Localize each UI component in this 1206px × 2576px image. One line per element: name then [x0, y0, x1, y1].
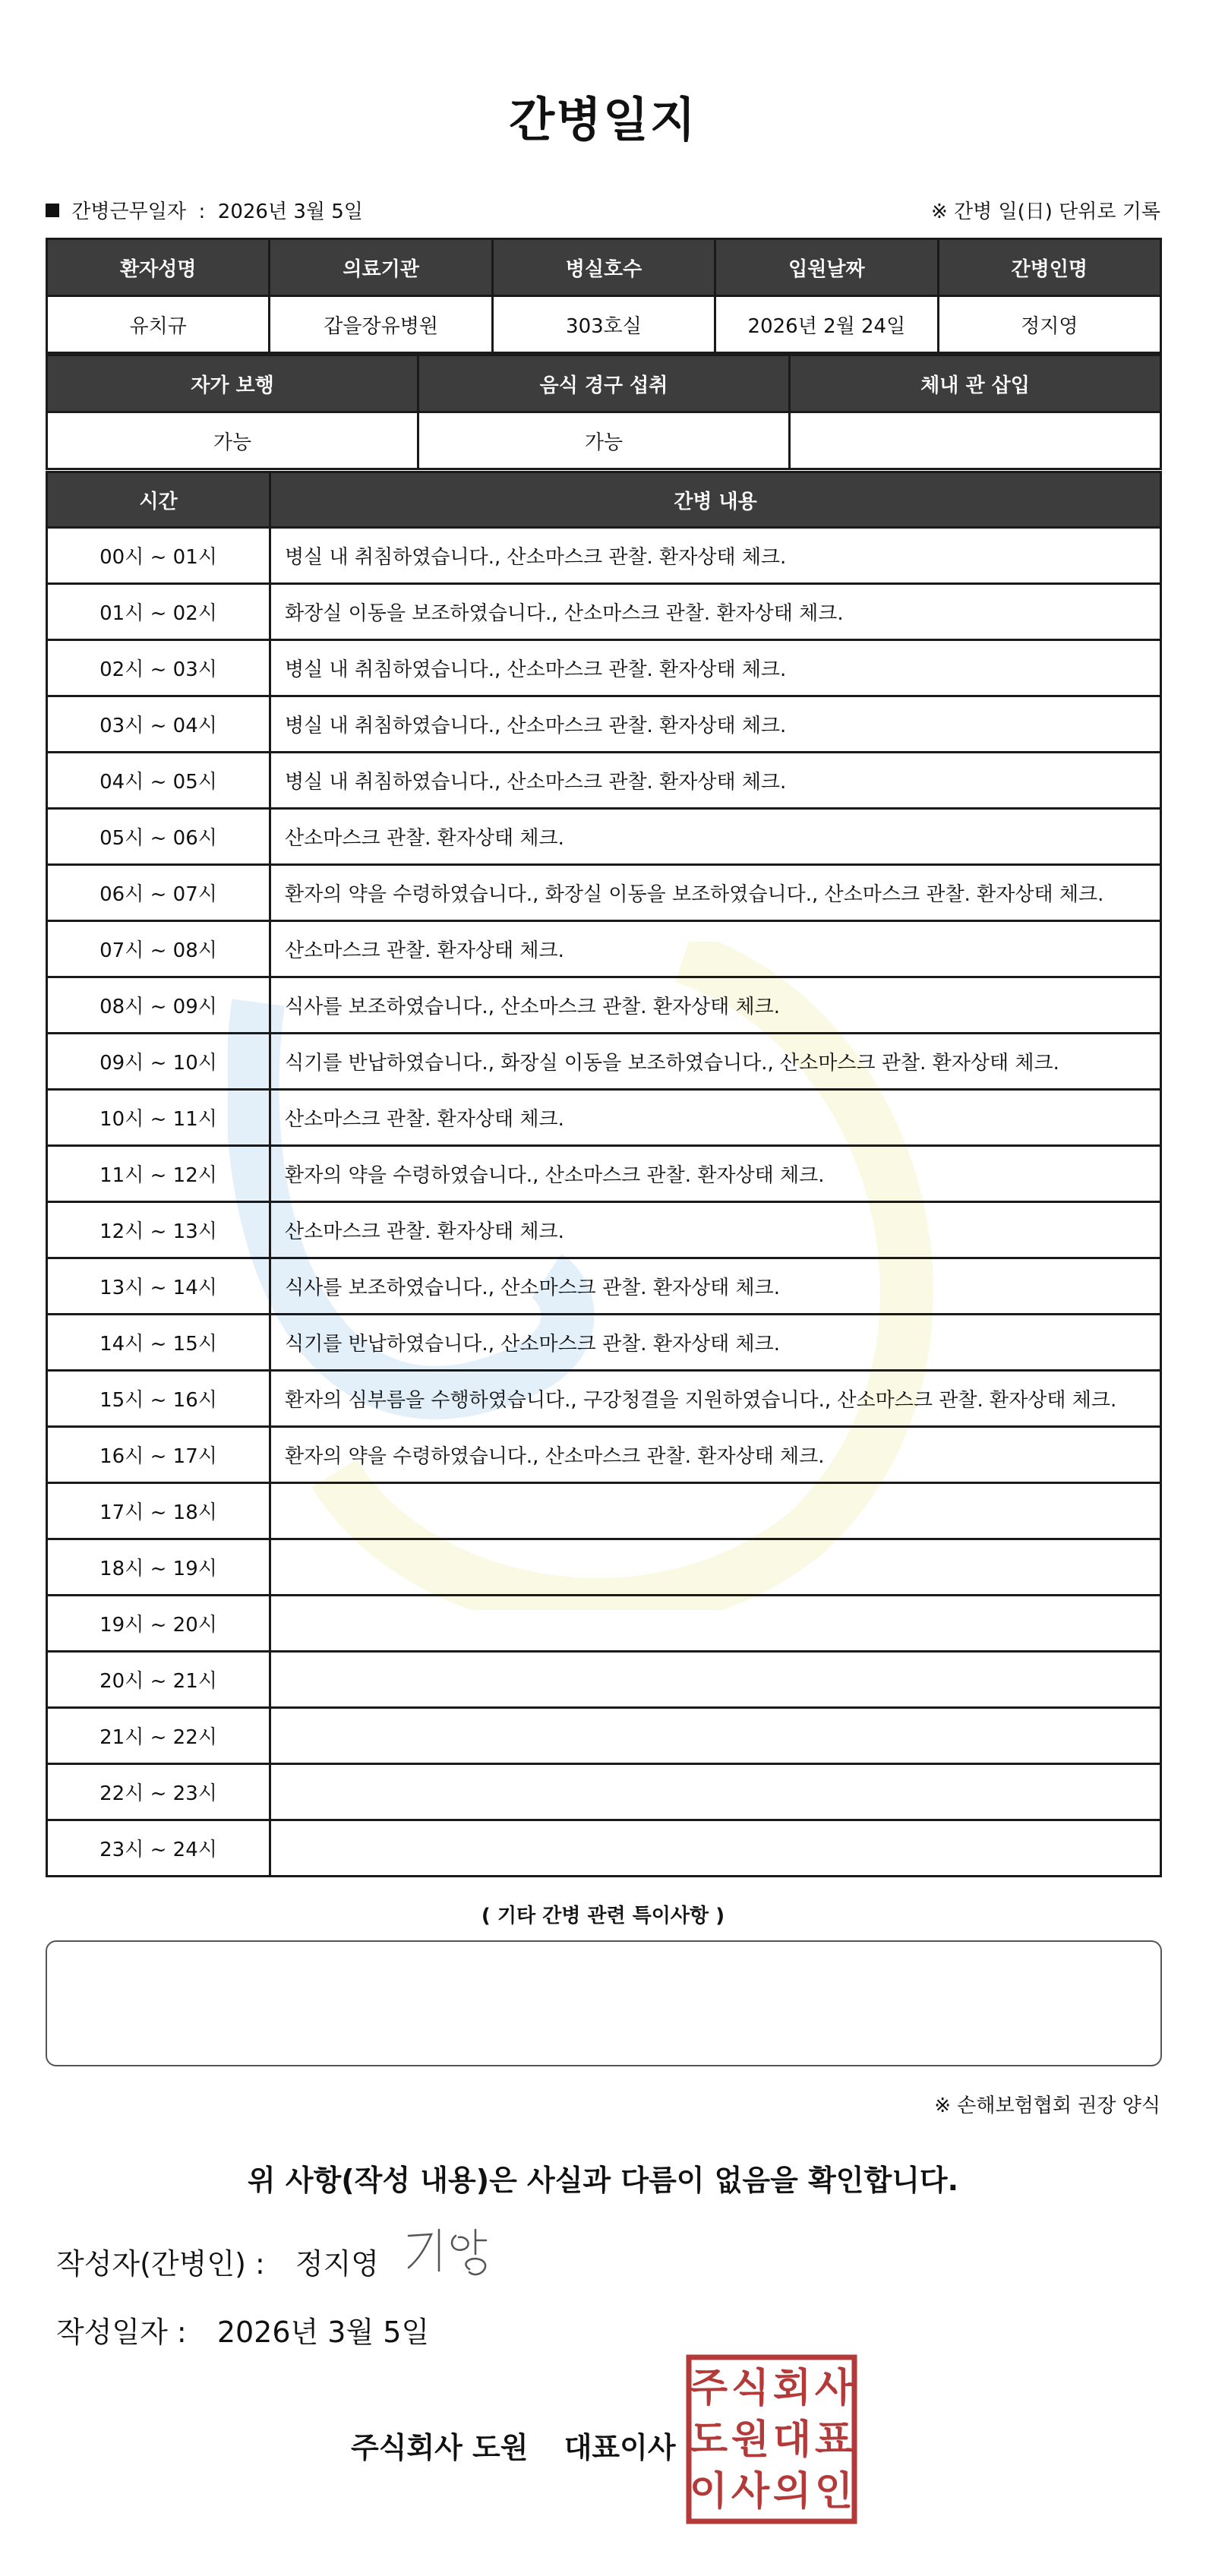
room-number: 303호실: [492, 296, 715, 353]
care-log-time: 16시 ~ 17시: [47, 1427, 270, 1483]
seal-character: 사: [814, 2366, 854, 2411]
care-log-time: 20시 ~ 21시: [47, 1652, 270, 1708]
care-log-row: [47, 1539, 1161, 1596]
care-log-content: 식사를 보조하였습니다., 산소마스크 관찰. 환자상태 체크.: [270, 977, 1161, 1034]
care-log-row: [47, 1315, 1161, 1371]
care-log-row: [47, 1708, 1161, 1764]
seal-character: 주: [689, 2366, 728, 2411]
care-log-time: 03시 ~ 04시: [47, 696, 270, 753]
care-log-time: 04시 ~ 05시: [47, 753, 270, 809]
care-log-time: 08시 ~ 09시: [47, 977, 270, 1034]
care-log-time: 23시 ~ 24시: [47, 1820, 270, 1877]
care-log-content: 산소마스크 관찰. 환자상태 체크.: [270, 921, 1161, 977]
admission-date: 2026년 2월 24일: [715, 296, 938, 353]
work-date-line: [46, 196, 363, 224]
header-tube-insertion: 체내 관 삽입: [790, 355, 1161, 412]
care-log-row: [47, 1371, 1161, 1427]
care-log-content: 산소마스크 관찰. 환자상태 체크.: [270, 1202, 1161, 1258]
signature-stroke-5: [466, 2259, 485, 2275]
company-seal-stamp: [686, 2354, 857, 2524]
care-log-content: [270, 1764, 1161, 1820]
care-log-time: 07시 ~ 08시: [47, 921, 270, 977]
patient-ability-table: [46, 354, 1162, 470]
written-date-value: 2026년 3월 5일: [216, 2316, 430, 2349]
care-log-content: 화장실 이동을 보조하였습니다., 산소마스크 관찰. 환자상태 체크.: [270, 584, 1161, 640]
signature-stroke-3: [452, 2236, 469, 2250]
seal-character: 도: [689, 2417, 728, 2463]
care-log-content: 병실 내 취침하였습니다., 산소마스크 관찰. 환자상태 체크.: [270, 640, 1161, 696]
care-log-row: [47, 1764, 1161, 1820]
care-log-row: [47, 1090, 1161, 1146]
tube-insertion-value: [790, 412, 1161, 469]
page-title: 간병일지: [509, 92, 697, 147]
special-notes-title: ( 기타 간병 관련 특이사항 ): [481, 1905, 725, 1927]
care-log-content: 환자의 약을 수령하였습니다., 화장실 이동을 보조하였습니다., 산소마스크 관찰. 환자상태 체크.: [270, 865, 1161, 921]
care-log-row: [47, 809, 1161, 865]
seal-character: 대: [772, 2417, 812, 2463]
self-walking-value: 가능: [47, 412, 418, 469]
care-log-time: 15시 ~ 16시: [47, 1371, 270, 1427]
care-log-header-row: [47, 472, 1161, 528]
care-log-row: [47, 865, 1161, 921]
signature-stroke-4: [475, 2230, 486, 2254]
care-log-time: 10시 ~ 11시: [47, 1090, 270, 1146]
confirmation-statement: 위 사항(작성 내용)은 사실과 다름이 없음을 확인합니다.: [247, 2164, 959, 2197]
care-log-time: 14시 ~ 15시: [47, 1315, 270, 1371]
writer-name: 정지영: [295, 2247, 379, 2281]
company-representative: 대표이사: [564, 2431, 676, 2464]
company-line: [351, 2424, 676, 2466]
ability-header-row: [47, 355, 1161, 412]
header-time: 시간: [47, 472, 270, 528]
seal-character: 이: [689, 2469, 728, 2514]
header-admission-date: 입원날짜: [715, 239, 938, 296]
care-log-time: 02시 ~ 03시: [47, 640, 270, 696]
care-log-row: [47, 1146, 1161, 1202]
care-log-row: [47, 528, 1161, 584]
care-log-content: 환자의 약을 수령하였습니다., 산소마스크 관찰. 환자상태 체크.: [270, 1146, 1161, 1202]
caregiver-name: 정지영: [938, 296, 1160, 353]
care-log-row: [47, 921, 1161, 977]
header-patient-name: 환자성명: [47, 239, 270, 296]
care-log-time: 22시 ~ 23시: [47, 1764, 270, 1820]
care-log-content: 산소마스크 관찰. 환자상태 체크.: [270, 809, 1161, 865]
writer-line: [56, 2240, 379, 2282]
header-hospital: 의료기관: [270, 239, 492, 296]
writer-label: 작성자(간병인) :: [56, 2247, 265, 2281]
care-log-content: 식사를 보조하였습니다., 산소마스크 관찰. 환자상태 체크.: [270, 1258, 1161, 1315]
care-log-row: [47, 1202, 1161, 1258]
seal-characters: [690, 2366, 854, 2514]
care-log-content: 식기를 반납하였습니다., 화장실 이동을 보조하였습니다., 산소마스크 관찰. 환자상태 체크.: [270, 1034, 1161, 1090]
seal-character: 사: [731, 2469, 770, 2514]
care-log-row: [47, 753, 1161, 809]
care-log-time: 13시 ~ 14시: [47, 1258, 270, 1315]
care-log-row: [47, 1596, 1161, 1652]
hospital-name: 갑을장유병원: [270, 296, 492, 353]
header-care-content: 간병 내용: [270, 472, 1161, 528]
header-self-walking: 자가 보행: [47, 355, 418, 412]
care-log-time: 06시 ~ 07시: [47, 865, 270, 921]
care-log-row: [47, 1034, 1161, 1090]
care-log-time: 17시 ~ 18시: [47, 1483, 270, 1539]
written-date-line: [56, 2309, 429, 2350]
care-log-time: 11시 ~ 12시: [47, 1146, 270, 1202]
care-log-content: 병실 내 취침하였습니다., 산소마스크 관찰. 환자상태 체크.: [270, 696, 1161, 753]
special-notes-box: [46, 1940, 1162, 2066]
header-caregiver-name: 간병인명: [938, 239, 1160, 296]
care-log-row: [47, 696, 1161, 753]
care-log-content: 산소마스크 관찰. 환자상태 체크.: [270, 1090, 1161, 1146]
work-date-value: 2026년 3월 5일: [217, 200, 363, 223]
ability-value-row: [47, 412, 1161, 469]
oral-intake-value: 가능: [418, 412, 790, 469]
work-date-separator: :: [198, 200, 206, 223]
care-log-row: [47, 1652, 1161, 1708]
care-log-content: 식기를 반납하였습니다., 산소마스크 관찰. 환자상태 체크.: [270, 1315, 1161, 1371]
care-log-table: [46, 471, 1162, 1877]
care-log-content: [270, 1483, 1161, 1539]
care-log-content: 병실 내 취침하였습니다., 산소마스크 관찰. 환자상태 체크.: [270, 528, 1161, 584]
handwritten-signature: [403, 2225, 509, 2286]
care-log-content: [270, 1820, 1161, 1877]
care-log-row: [47, 640, 1161, 696]
seal-character: 표: [814, 2417, 854, 2463]
care-log-row: [47, 977, 1161, 1034]
care-log-row: [47, 584, 1161, 640]
seal-character: 식: [731, 2366, 770, 2411]
care-log-time: 01시 ~ 02시: [47, 584, 270, 640]
care-log-time: 05시 ~ 06시: [47, 809, 270, 865]
care-log-body: [47, 528, 1161, 1877]
care-log-time: 19시 ~ 20시: [47, 1596, 270, 1652]
care-log-content: 환자의 약을 수령하였습니다., 산소마스크 관찰. 환자상태 체크.: [270, 1427, 1161, 1483]
seal-character: 의: [772, 2469, 812, 2514]
work-date-label: 간병근무일자: [71, 200, 186, 223]
care-log-time: 09시 ~ 10시: [47, 1034, 270, 1090]
header-oral-intake: 음식 경구 섭취: [418, 355, 790, 412]
patient-info-value-row: [47, 296, 1161, 353]
care-log-content: 병실 내 취침하였습니다., 산소마스크 관찰. 환자상태 체크.: [270, 753, 1161, 809]
care-log-content: 환자의 심부름을 수행하였습니다., 구강청결을 지원하였습니다., 산소마스크 관찰. 환자상태 체크.: [270, 1371, 1161, 1427]
care-log-time: 18시 ~ 19시: [47, 1539, 270, 1596]
care-log-content: [270, 1652, 1161, 1708]
recommended-form-note: ※ 손해보험협회 권장 양식: [934, 2095, 1160, 2117]
patient-name: 유치규: [47, 296, 270, 353]
seal-character: 원: [731, 2417, 770, 2463]
care-log-content: [270, 1708, 1161, 1764]
written-date-label: 작성일자 :: [56, 2316, 187, 2349]
record-unit-note: ※ 간병 일(日) 단위로 기록: [930, 200, 1160, 223]
care-log-row: [47, 1483, 1161, 1539]
care-log-content: [270, 1539, 1161, 1596]
care-log-row: [47, 1258, 1161, 1315]
care-log-time: 00시 ~ 01시: [47, 528, 270, 584]
care-log-row: [47, 1427, 1161, 1483]
patient-info-table: [46, 238, 1162, 354]
seal-character: 인: [814, 2469, 854, 2514]
seal-character: 회: [772, 2366, 812, 2411]
signature-stroke-1: [409, 2234, 431, 2268]
header-room: 병실호수: [492, 239, 715, 296]
care-log-time: 21시 ~ 22시: [47, 1708, 270, 1764]
square-bullet-icon: [46, 204, 59, 217]
company-name: 주식회사 도원: [351, 2431, 529, 2464]
care-log-content: [270, 1596, 1161, 1652]
care-log-row: [47, 1820, 1161, 1877]
care-log-time: 12시 ~ 13시: [47, 1202, 270, 1258]
patient-info-header-row: [47, 239, 1161, 296]
